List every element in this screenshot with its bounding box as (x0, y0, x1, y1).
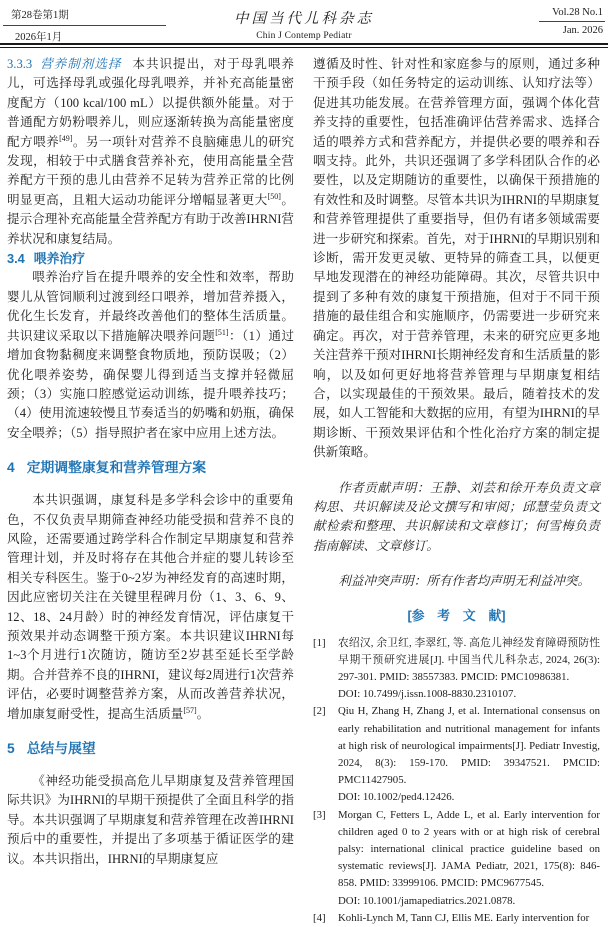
reference-doi: DOI: 10.1002/ped4.12426. (338, 791, 455, 804)
citation-superscript: [57] (183, 705, 197, 715)
column-left (7, 55, 294, 913)
paragraph: 《神经功能受损高危儿早期康复及营养管理国际共识》为IHRNI的早期干预提供了全面且科学的指导。本共识强调了早期康复和营养管理在改善IHRNI预后中的重要性，并提出了多项基于循证医学的建议。本共识指出，IHRNI的早期康复应 (7, 774, 294, 866)
journal-title-cn: 中国当代儿科杂志 (234, 11, 374, 27)
volume-issue: 第28卷第1期 (3, 7, 166, 26)
reference-text: 农绍汉, 余卫红, 李翠红, 等. 高危儿神经发育障碍预防性早期干预研究进展[J]. 中国当代儿科杂志, 2024, 26(3): 297-301. PMID: 38557383. PMCID: PMC10986381. DOI: 10.7499/j.issn.1008-8830.2310107. (338, 635, 600, 704)
citation-superscript: [50] (267, 191, 281, 201)
column-right (313, 55, 600, 924)
header-center (123, 7, 485, 41)
section-number: 3.3.3 (7, 57, 33, 71)
section-title: 营养制剂选择 (39, 57, 122, 71)
conflict-of-interest-statement: 利益冲突声明：所有作者均声明无利益冲突。 (338, 574, 591, 589)
reference-text: Morgan C, Fetters L, Adde L, et al. Early intervention for children aged 0 to 2 years with or at high risk of cerebral palsy: international clinical practice guideline based on systematic reviews[J]. JAMA Pediatr, 2021, 175(8): 846-858. PMID: 33999106. PMCID: PMC9677545. DOI: 10.1001/jamapediatrics.2021.0878. (338, 807, 600, 910)
page-header (3, 7, 605, 43)
section-title: 总结与展望 (26, 741, 96, 756)
reference-number: [4] (313, 911, 326, 924)
paragraph: 3.3.3 营养制剂选择 本共识提出，对于母乳喂养儿，可选择母乳或强化母乳喂养，并补充高能量密度配方（100 kcal/100 mL）以提供额外能量。对于普通配方奶粉喂养儿，则应逐渐转换为高能量密度配方喂养[49]。另一项针对营养不良脑瘫患儿的研究发现，相较于中式膳食营养补充，使用高能量全营养配方干预的患儿由营养不足转为营养正常的比例明显更高，且粗大运动功能评分增幅显著更大[50]。提示合理补充高能量全营养配方有助于改善IHRNI营养状况和康复结局。 (7, 57, 295, 246)
paragraph: 本共识强调，康复科是多学科会诊中的重要角色，不仅负责早期筛查神经功能受损和营养不良的风险，还需要通过跨学科合作制定早期康复和营养管理计划，并及时将存在其他合并症的婴儿转诊至相关专科医生。鉴于0~2岁为神经发育的高速时期，因此应密切关注在关键里程碑月份（1、3、6、9、12、18、24月龄）时的神经发育情况，评估康复干预效果并动态调整干预方案。本共识建议IHRNI每1~3个月进行1次随访，随访至2岁甚至延长至学龄期。合并营养不良的IHRNI，建议每2周进行1次营养评估，必要时调整营养方案，从而改善营养状况，增加康复耐受性，提高生活质量[57]。 (7, 493, 294, 721)
author-contribution-statement: 作者贡献声明：王静、刘芸和徐开寿负责文章构思、共识解读及论文撰写和审阅；邱慧莹负责文献检索和整理、共识解读和文章修订；何雪梅负责指南解读、文章修订。 (313, 480, 600, 553)
references-heading: [参 考 文 献] (407, 607, 506, 623)
section-title: 喂养治疗 (33, 251, 85, 267)
article-body (0, 48, 608, 924)
reference-number: [1] (313, 636, 326, 649)
section-heading (7, 740, 294, 758)
reference-doi: DOI: 10.7499/j.issn.1008-8830.2310107. (338, 688, 517, 701)
section-number: 4 (7, 460, 15, 476)
reference-item (313, 807, 600, 910)
reference-doi: DOI: 10.1001/jamapediatrics.2021.0878. (338, 894, 516, 907)
citation-superscript: [51] (215, 327, 229, 337)
issue-date-en: Jan. 2026 (562, 25, 603, 36)
reference-item (313, 910, 600, 927)
reference-number: [2] (313, 705, 326, 718)
reference-item (313, 703, 600, 806)
section-number: 3.4 (7, 251, 25, 267)
citation-superscript: [49] (59, 133, 73, 143)
references-list (313, 635, 600, 927)
section-heading (7, 459, 294, 477)
paragraph: 遵循及时性、针对性和家庭参与的原则，通过多种干预手段（如任务特定的运动训练、认知疗法等）促进其功能发展。在营养管理方面，强调个体化营养支持的重要性，包括准确评估营养需求、选择合适的喂养方式和营养配方，并提供必要的喂养和吞咽支持。此外，共识还强调了多学科团队合作的必要性，以及定期随访的重要性，以确保干预措施的有效性和及时调整。尽管本共识为IHRNI的早期康复和营养管理提供了重要指导，但仍有诸多领域需要进一步研究和探索。首先，对于IHRNI的早期识别和诊断，需开发更灵敏、更特异的筛查工具，以便更早地发现潜在的神经功能障碍。其次，尽管共识中提到了多种有效的康复干预措施，但对于不同干预措施的最佳组合和实施顺序，仍需要进一步研究来确定。再次，对于营养管理，未来的研究应更多地关注营养干预对IHRNI长期神经发育和生活质量的影响，以及如何更好地将营养管理与早期康复相结合，以实现最佳的干预效果。最后，随着技术的发展，如人工智能和大数据的应用，有望为IHRNI的早期诊断、干预效果评估和个性化治疗方案的制定提供新策略。 (313, 57, 600, 460)
reference-text: Kohli-Lynch M, Tann CJ, Ellis ME. Early intervention for (338, 911, 590, 924)
issue-date-cn: 2026年1月 (15, 32, 63, 43)
volume-issue-en: Vol.28 No.1 (539, 7, 605, 22)
section-heading (7, 249, 294, 268)
journal-page (0, 7, 608, 924)
section-number: 5 (7, 741, 15, 756)
paragraph: 喂养治疗旨在提升喂养的安全性和效率，帮助婴儿从管饲顺利过渡到经口喂养，增加营养摄入，优化生长发育，并最终改善他们的整体生活质量。共识建议采取以下措施解决喂养问题[51]：（1）通过增加食物黏稠度来调整食物质地，预防误吸；（2）优化喂养姿势，确保婴儿得到适当支撑并轻微屈颈；（3）实施口腔感觉运动训练，提升喂养技巧；（4）使用流速较慢且节奏适当的奶嘴和奶瓶，确保安全喂养；（5）指导照护者在家中应用上述方法。 (7, 270, 295, 440)
section-title: 定期调整康复和营养管理方案 (26, 460, 207, 476)
reference-text: Qiu H, Zhang H, Zhang J, et al. International consensus on early rehabilitation and nutritional management for infants at high risk of neurological impairments[J]. Pediatr Investig, 2024, 8(3): 159-170. PMID: 39347521. PMCID: PMC11427905. DOI: 10.1002/ped4.12426. (338, 703, 600, 806)
journal-title-en: Chin J Contemp Pediatr (256, 31, 352, 41)
reference-number: [3] (313, 808, 326, 821)
inline-section-heading (7, 57, 121, 71)
reference-item (313, 635, 600, 704)
header-right (539, 7, 605, 36)
